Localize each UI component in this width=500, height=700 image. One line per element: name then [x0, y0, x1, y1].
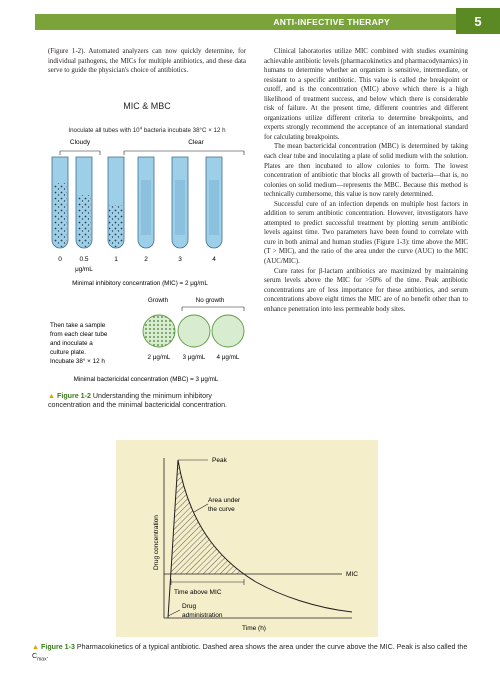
figure-1-3-caption-sub: max	[37, 656, 47, 663]
tube-label-1: 0	[58, 256, 62, 263]
clear-label: Clear	[188, 139, 204, 146]
page-number: 5	[456, 8, 500, 34]
caption-triangle-icon: ▲	[48, 392, 56, 400]
tube-2	[76, 157, 92, 248]
figure-1-2-caption-label: Figure 1-2	[57, 392, 91, 400]
right-paragraph-2: The mean bactericidal concentration (MBC) is determined by taking each clear tube and inoculating a plate of solid medium with the solution. Plates are then incubated to allow colonies to form. The lowest concentration of antibiotic that blocks all growth of bacteria—that is, no colonies on solid medium—represents the MBC. Because this method is technically cumbersome, this value is now rarely determined.	[264, 143, 468, 199]
auc-pointer	[194, 504, 208, 512]
tube-6	[206, 157, 222, 248]
tube-label-5: 3	[178, 256, 182, 263]
auc-label: Area under the curve	[208, 497, 241, 513]
tube-4	[138, 157, 154, 248]
figure-1-3-caption	[32, 643, 472, 665]
tube-label-4: 2	[144, 256, 148, 263]
figure-1-3-caption-text: Pharmacokinetics of a typical antibiotic. Dashed area shows the area under the curve above the MIC. Peak is also called the C	[32, 643, 468, 661]
right-paragraph-1: Clinical laboratories utilize MIC combined with studies examining achievable antibiotic levels (pharmacokinetics and pharmacodynamics) in humans to determine whether an organism is sensitive, intermediate, or resistant to a specific antibiotic. This value is called the breakpoint or cutoff, and is the concentration (MIC) above which there is a high likelihood of treatment success, and below which there is considerable risk of failure. At the present time, different countries and different organizations utilize different criteria to determine breakpoints, and experts strongly recommend the acceptance of an international standard for calculating breakpoints.	[264, 48, 468, 141]
figure-1-2-caption-text: Understanding the minimum inhibitory concentration and the minimal bactericidal concentration.	[48, 392, 228, 410]
tube-label-3: 1	[114, 256, 118, 263]
no-growth-label: No growth	[195, 297, 225, 304]
inoculate-text: Inoculate all tubes with $10^4$ bacteria incubate 38°C × 12 h	[68, 125, 226, 134]
admin-pointer	[168, 610, 180, 616]
y-axis-label: Drug concentration	[153, 515, 160, 570]
cloudy-label: Cloudy	[69, 139, 91, 146]
tube-label-2: 0.5	[79, 256, 89, 263]
left-paragraph: (Figure 1-2). Automated analyzers can now quickly determine, for individual pathogens, the MICs for multiple antibiotics, and these data serve to guide the physician's choice of antibiotics.	[48, 48, 246, 75]
tube-1	[52, 157, 68, 248]
right-paragraph-4: Cure rates for β-lactam antibiotics are maximized by maintaining serum levels above the MIC for >50% of the time. Peak antibiotic concentrations are of less importance for these antibiotics, and serum concentrations above eight times the MIC are of no benefit other than to enhance penetration into less permeable body sites.	[264, 267, 468, 313]
right-paragraph-3: Successful cure of an infection depends on multiple host factors in addition to serum antibiotic concentration. However, investigators have attempted to predict successful treatment by plotting serum antibiotic levels against time. Two parameters have been found to correlate with cure in both animal and human studies (Figure 1-3): time above the MIC (T > MIC), and the ratio of the area under the curve (AUC) to the MIC (AUC/MIC).	[264, 200, 468, 266]
plate-label-2: 3 μg/mL	[182, 354, 206, 361]
figure-1-3-caption-end: .	[46, 652, 49, 661]
tube-label-6: 4	[212, 256, 216, 263]
caption-triangle-icon: ▲	[32, 643, 40, 651]
sample-instruction: Then take a sample from each clear tube and inoculate a culture plate. Incubate 38° × 12 h	[50, 322, 108, 365]
plate-label-1: 2 μg/mL	[147, 354, 171, 361]
mbc-result: Minimal bactericidal concentration (MBC) = 3 μg/mL	[73, 376, 219, 383]
left-column	[48, 47, 246, 76]
figure-1-3-caption-label: Figure 1-3	[41, 643, 75, 651]
plate-growth	[143, 315, 175, 347]
plate-no-growth-2	[212, 315, 244, 347]
right-column	[264, 47, 468, 314]
peak-label: Peak	[212, 457, 227, 464]
time-above-label: Time above MIC	[174, 589, 222, 596]
growth-label: Growth	[147, 297, 169, 304]
plate-no-growth-1	[178, 315, 210, 347]
figure-1-2-caption	[48, 392, 246, 411]
mic-result: Minimal inhibitory concentration (MIC) = 2 μg/mL	[72, 280, 208, 287]
running-header	[35, 14, 500, 30]
x-axis-label: Time (h)	[242, 625, 266, 632]
figure-1-2-title: MIC & MBC	[123, 101, 171, 111]
tube-5	[172, 157, 188, 248]
figure-1-3-diagram	[116, 440, 378, 637]
mic-label: MIC	[346, 571, 358, 578]
admin-label: Drug administration	[182, 603, 223, 619]
tube-3	[108, 157, 124, 248]
tube-unit-label: μg/mL	[75, 266, 93, 273]
plate-label-3: 4 μg/mL	[216, 354, 240, 361]
running-header-title: ANTI-INFECTIVE THERAPY	[273, 17, 390, 27]
